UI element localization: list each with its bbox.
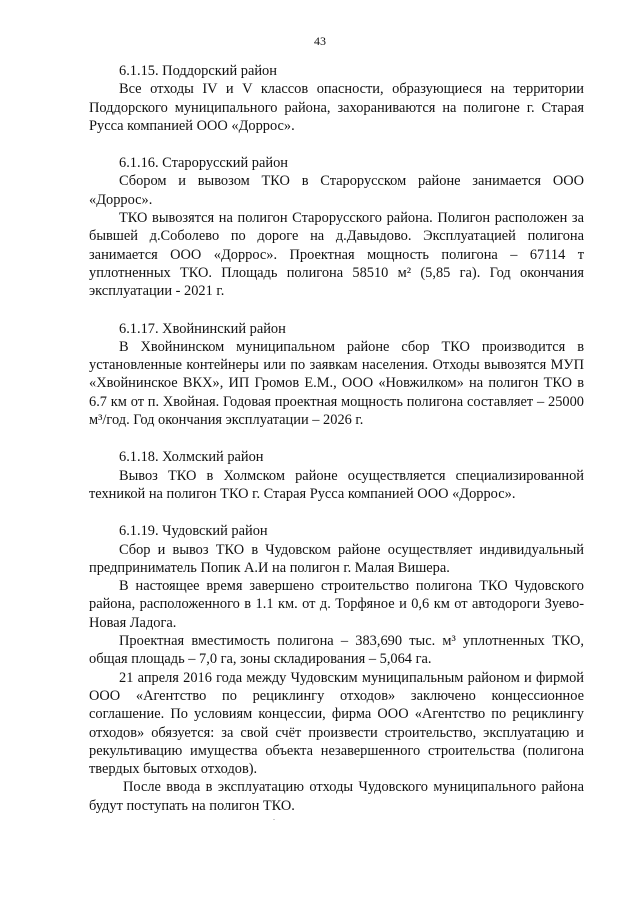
section-heading: 6.1.19. Чудовский район [119,523,268,540]
paragraph: Сбор и вывоз ТКО в Чудовском районе осуществляет индивидуальный предприниматель Попик А.И на полигон г. Малая Вишера. [89,541,584,576]
section-heading: 6.1.15. Поддорский район [119,63,277,79]
scan-speck [273,819,275,820]
paragraph: Проектная вместимость полигона – 383,690 тыс. м³ уплотненных ТКО, общая площадь – 7,0 га, зоны складирования – 5,064 га. [89,633,584,668]
paragraph: Вывоз ТКО в Холмском районе осуществляется специализированной техникой на полигон ТКО г. Старая Русса компанией ООО «Доррос». [89,467,584,502]
paragraph: ТКО вывозятся на полигон Старорусского района. Полигон расположен за бывшей д.Соболево по дороге на д.Давыдово. Эксплуатацией полигона занимается ООО «Доррос». Проектная мощность полигона – 67114 т уплотненных ТКО. Площадь полигона 58510 м² (5,85 га). Год окончания эксплуатации - 2021 г. [89,210,584,300]
paragraph: Сбором и вывозом ТКО в Старорусском районе занимается ООО «Доррос». [89,173,584,208]
paragraph: Все отходы IV и V классов опасности, образующиеся на территории Поддорского муниципального района, захораниваются на полигоне г. Старая Русса компанией ООО «Доррос». [89,81,584,134]
section-khvoyninsky [89,320,584,430]
section-heading: 6.1.17. Хвойнинский район [119,320,286,337]
paragraph: В Хвойнинском муниципальном районе сбор ТКО производится в установленные контейнеры или по заявкам населения. Отходы вывозятся МУП «Хвойнинское ВКХ», ИП Громов Е.М., ООО «Новжилком» на полигон ТКО в 6.7 км от п. Хвойная. Годовая проектная мощность полигона составляет – 25000 м³/год. Год окончания эксплуатации – 2026 г. [89,338,584,429]
section-starorussky [89,154,584,300]
paragraph: В настоящее время завершено строительство полигона ТКО Чудовского района, расположенного в 1.1 км. от д. Торфяное и 0,6 км от автодороги Зуево-Новая Ладога. [89,578,584,631]
section-heading: 6.1.18. Холмский район [119,449,264,466]
paragraph: После ввода в эксплуатацию отходы Чудовского муниципального района будут поступать на полигон ТКО. [89,779,584,814]
section-kholmsky [89,448,584,503]
page-content [89,62,584,815]
section-heading: 6.1.16. Старорусский район [119,155,288,172]
section-chudovsky [89,522,584,815]
section-podorsky [89,62,584,135]
page-number: 43 [314,34,326,48]
paragraph: 21 апреля 2016 года между Чудовским муниципальным районом и фирмой ООО «Агентство по рециклингу отходов» заключено концессионное соглашение. По условиям концессии, фирма ООО «Агентство по рециклингу отходов» обязуется: за свой счёт произвести строительство, эксплуатацию и рекультивацию имущества объекта незавершенного строительства (полигона твердых бытовых отходов). [89,669,584,778]
